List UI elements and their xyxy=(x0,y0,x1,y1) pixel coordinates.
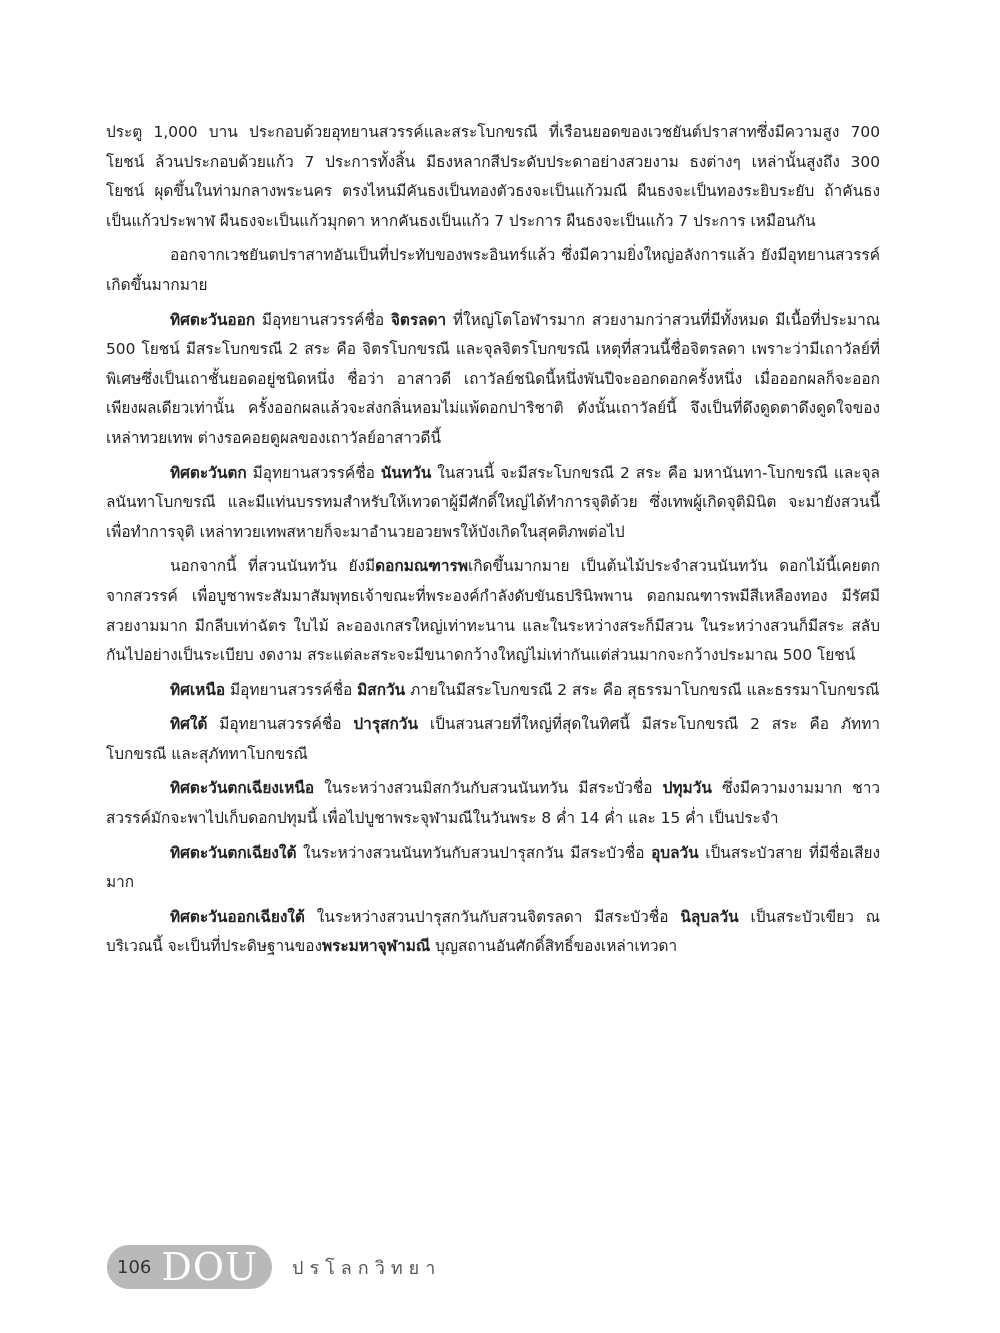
course-title: ปรโลกวิทยา xyxy=(292,1257,442,1279)
page-body xyxy=(106,118,880,967)
direction-heading: ทิศตะวันออก xyxy=(170,310,256,329)
paragraph-west xyxy=(106,459,880,548)
pond-name: อุบลวัน xyxy=(651,843,699,862)
paragraph-text: เป็นสระบัวเขียว ณ บริเวณนี้ จะเป็นที่ประดิษฐานของ xyxy=(106,907,880,956)
paragraph-text: เป็นสระบัวสาย ที่มีชื่อเสียงมาก xyxy=(106,843,880,892)
paragraph-text: มีอุทยานสวรรค์ชื่อ xyxy=(246,463,381,482)
paragraph-text: ในระหว่างสวนมิสกวันกับสวนนันทวัน มีสระบัวชื่อ xyxy=(314,779,663,798)
direction-heading: ทิศตะวันตก xyxy=(170,463,247,482)
pond-name: ปทุมวัน xyxy=(662,779,712,798)
paragraph-southeast xyxy=(106,903,880,962)
paragraph-text: มีอุทยานสวรรค์ชื่อ xyxy=(207,715,354,734)
page-footer xyxy=(107,1245,441,1289)
paragraph-text: นอกจากนี้ ที่สวนนันทวัน ยังมี xyxy=(170,557,376,576)
paragraph-text: บุญสถานอันศักดิ์สิทธิ์ของเหล่าเทวดา xyxy=(430,937,678,956)
paragraph-southwest xyxy=(106,839,880,898)
paragraph-text: มีอุทยานสวรรค์ชื่อ xyxy=(225,680,358,699)
footer-badge xyxy=(107,1245,272,1289)
garden-name: นันทวัน xyxy=(380,463,432,482)
direction-heading: ทิศตะวันตกเฉียงเหนือ xyxy=(170,779,315,798)
paragraph-2 xyxy=(106,241,880,300)
paragraph-text: ในสวนนี้ จะมีสระโบกขรณี 2 สระ คือ มหานันทา-โบกขรณี และจุลลนันทาโบกขรณี และมีแท่นบรรทมสำหรับให้เทวดาผู้มีศักดิ์ใหญ่ได้ทำการจุติด้วย ซึ่งเทพผู้เกิดจุติมินิต จะมายังสวนนี้เพื่อทำการจุติ เหล่าทวยเทพสหายก็จะมาอำนวยอวยพรให้บังเกิดในสุคติภพต่อไป xyxy=(106,463,880,541)
garden-name: ปารุสกวัน xyxy=(353,715,418,734)
direction-heading: ทิศตะวันออกเฉียงใต้ xyxy=(170,907,305,926)
paragraph-northwest xyxy=(106,774,880,833)
flower-name: ดอกมณฑารพ xyxy=(375,557,468,576)
direction-heading: ทิศตะวันตกเฉียงใต้ xyxy=(170,843,297,862)
paragraph-text: ที่ใหญ่โตโอฬารมาก สวยงามกว่าสวนที่มีทั้งหมด มีเนื้อที่ประมาณ 500 โยชน์ มีสระโบกขรณี 2 สระ คือ จิตรโบกขรณี และจุลจิตรโบกขรณี เหตุที่สวนนี้ชื่อจิตรลดา เพราะว่ามีเถาวัลย์ที่พิเศษซึ่งเป็นเถาชั้นยอดอยู่ชนิดหนึ่ง ชื่อว่า อาสาวดี เถาวัลย์ชนิดนี้หนึ่งพันปีจะออกดอกครั้งหนึ่ง เมื่อออกผลก็จะออกเพียงผลเดียวเท่านั้น ครั้งออกผลแล้วจะส่งกลิ่นหอมไม่แพ้ดอกปาริชาติ ดังนั้นเถาวัลย์นี้ จึงเป็นที่ดึงดูดตาดึงดูดใจของเหล่าทวยเทพ ต่างรอคอยดูผลของเถาวัลย์อาสาวดีนี้ xyxy=(106,310,880,447)
paragraph-text: มีอุทยานสวรรค์ชื่อ xyxy=(255,310,391,329)
direction-heading: ทิศใต้ xyxy=(170,715,208,734)
pond-name: นิลุบลวัน xyxy=(680,907,739,926)
paragraph-text: ประตู 1,000 บาน ประกอบด้วยอุทยานสวรรค์และสระโบกขรณี ที่เรือนยอดของเวชยันต์ปราสาทซึ่งมีความสูง 700 โยชน์ ล้วนประกอบด้วยแก้ว 7 ประการทั้งสิ้น มีธงหลากสีประดับประดาอย่างสวยงาม ธงต่างๆ เหล่านั้นสูงถึง 300 โยชน์ ผุดขึ้นในท่ามกลางพระนคร ตรงไหนมีคันธงเป็นทองตัวธงจะเป็นแก้วมณี ผืนธงจะเป็นทองระยิบระยับ ถ้าคันธงเป็นแก้วประพาฬ ผืนธงจะเป็นแก้วมุกดา หากคันธงเป็นแก้ว 7 ประการ ผืนธงจะเป็นแก้ว 7 ประการ เหมือนกัน xyxy=(106,123,880,230)
paragraph-text: ออกจากเวชยันตปราสาทอันเป็นที่ประทับของพระอินทร์แล้ว ซึ่งมีความยิ่งใหญ่อลังการแล้ว ยังมีอุทยานสวรรค์เกิดขึ้นมากมาย xyxy=(106,246,880,294)
paragraph-south xyxy=(106,710,880,769)
paragraph-north xyxy=(106,676,880,706)
paragraph-mandarava xyxy=(106,552,880,670)
paragraph-1 xyxy=(106,118,880,236)
paragraph-text: ซึ่งมีความงามมาก ชาวสวรรค์มักจะพาไปเก็บดอกปทุมนี้ เพื่อไปบูชาพระจุฬามณีในวันพระ 8 ค่ำ 14 ค่ำ และ 15 ค่ำ เป็นประจำ xyxy=(106,779,880,828)
garden-name: จิตรลดา xyxy=(390,310,447,329)
garden-name: มิสกวัน xyxy=(357,680,406,699)
paragraph-east xyxy=(106,306,880,454)
page-number: 106 xyxy=(117,1256,152,1278)
brand-logo: DOU xyxy=(161,1245,259,1289)
paragraph-text: เกิดขึ้นมากมาย เป็นต้นไม้ประจำสวนนันทวัน ดอกไม้นี้เคยตกจากสวรรค์ เพื่อบูชาพระสัมมาสัมพุทธเจ้าขณะที่พระองค์กำลังดับขันธปรินิพพาน ดอกมณฑารพมีสีเหลืองทอง มีรัศมีสวยงามมาก มีกลีบเท่าฉัตร ใบไม้ ละอองเกสรใหญ่เท่าทะนาน และในระหว่างสระก็มีสวน ในระหว่างสวนก็มีสระ สลับกันไปอย่างเป็นระเบียบ งดงาม สระแต่ละสระจะมีขนาดกว้างใหญ่ไม่เท่ากันแต่ส่วนมากจะกว้างประมาณ 500 โยชน์ xyxy=(106,557,880,665)
shrine-name: พระมหาจุฬามณี xyxy=(322,937,431,956)
paragraph-text: ในระหว่างสวนนันทวันกับสวนปารุสกวัน มีสระบัวชื่อ xyxy=(296,843,652,862)
paragraph-text: ในระหว่างสวนปารุสกวันกับสวนจิตรลดา มีสระบัวชื่อ xyxy=(304,907,681,926)
paragraph-text: เป็นสวนสวยที่ใหญ่ที่สุดในทิศนี้ มีสระโบกขรณี 2 สระ คือ ภัททาโบกขรณี และสุภัททาโบกขรณี xyxy=(106,715,880,763)
paragraph-text: ภายในมีสระโบกขรณี 2 สระ คือ สุธรรมาโบกขรณี และธรรมาโบกขรณี xyxy=(405,680,880,699)
direction-heading: ทิศเหนือ xyxy=(170,680,226,699)
